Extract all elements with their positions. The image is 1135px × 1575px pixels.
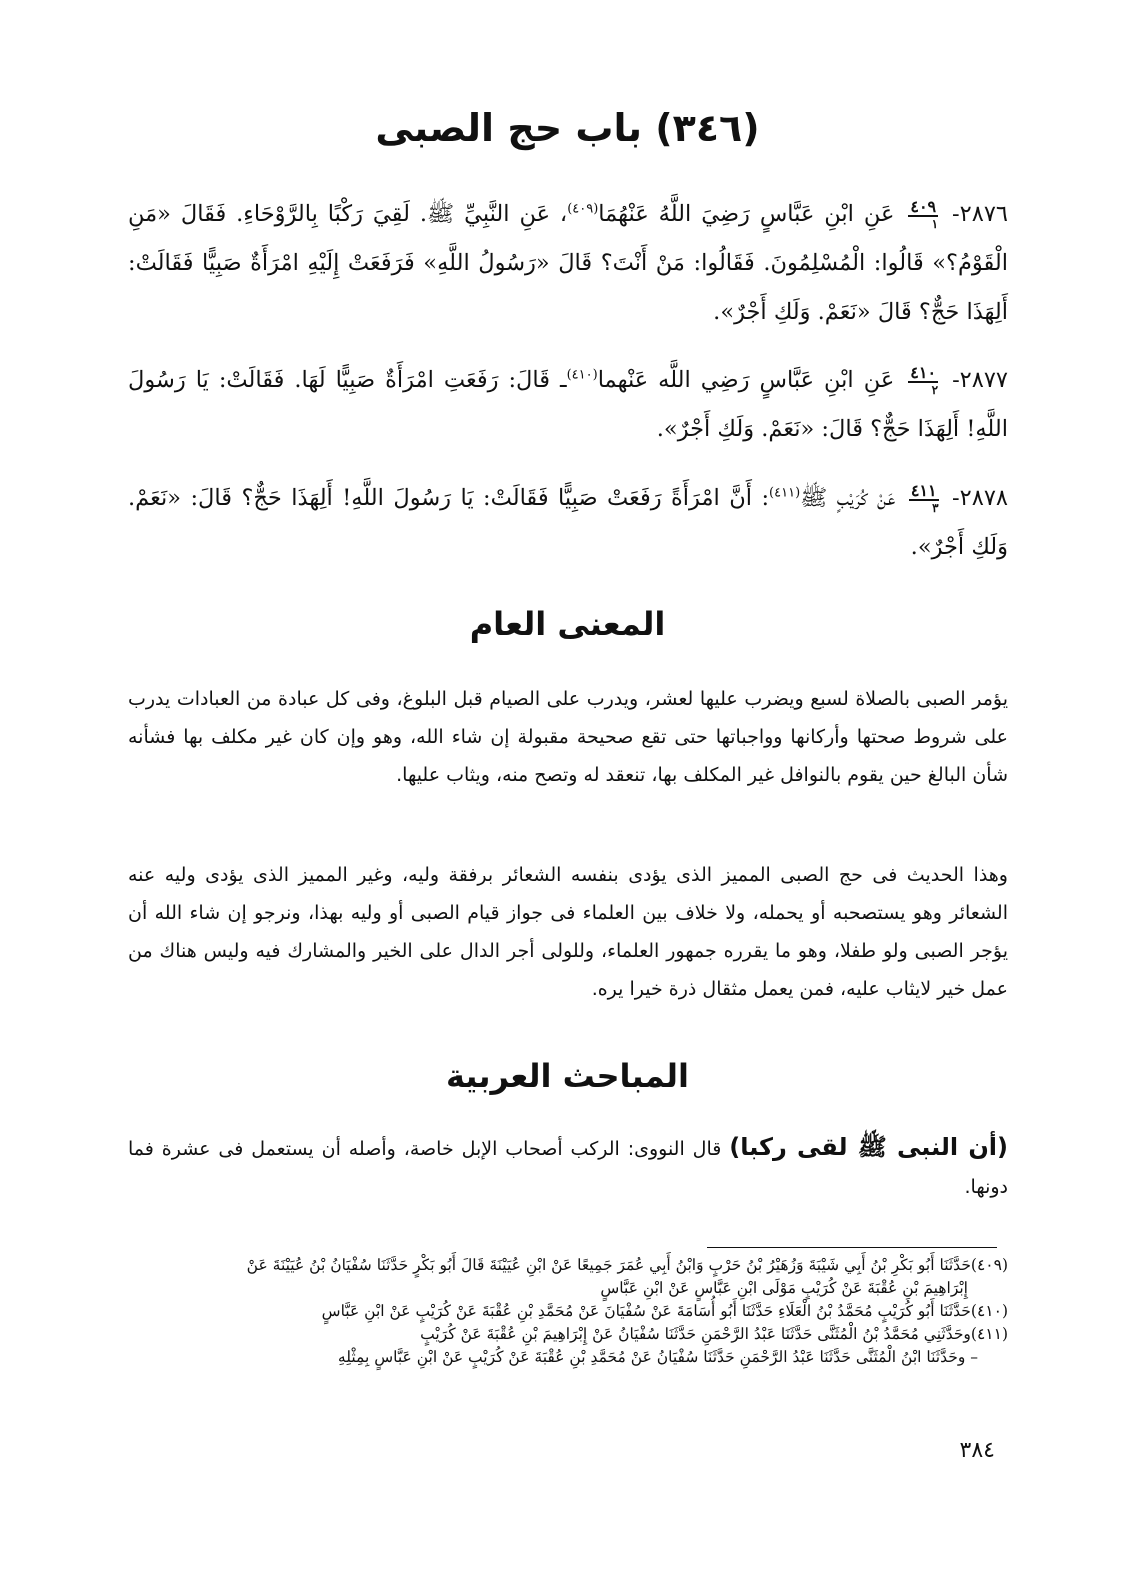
footnote-ref-410[interactable]: (٤١٠) [566, 367, 598, 383]
hadith-2877 [128, 356, 1008, 454]
chapter-title: (٣٤٦) باب حج الصبى [375, 106, 760, 150]
footnote-410: (٤١٠)حَدَّثَنَا أَبُو كُرَيْبٍ مُحَمَّدُ بْنُ الْعَلَاءِ حَدَّثَنَا أَبُو أُسَامَةَ عَنْ سُفْيَانَ عَنْ مُحَمَّدِ بْنِ عُقْبَةَ عَنْ كُرَيْبٍ عَنْ ابْنِ عَبَّاسٍ [321, 1302, 1008, 1320]
hadith-text: ، عَنِ النَّبِيِّ ﷺ. لَقِيَ رَكْبًا بِالرَّوْحَاءِ. فَقَالَ «مَنِ الْقَوْمُ؟» قَالُوا: الْمُسْلِمُونَ. فَقَالُوا: مَنْ أَنْتَ؟ قَالَ «رَسُولُ اللَّهِ» فَرَفَعَتْ إِلَيْهِ امْرَأَةٌ صَبِيًّا فَقَالَتْ: أَلِهَذَا حَجٌّ؟ قَالَ «نَعَمْ. وَلَكِ أَجْرٌ». [128, 201, 1008, 325]
sub-number: ٤٠٩ ١ [910, 197, 939, 231]
hadith-2878 [128, 474, 1008, 572]
commentary-text: قال النووى: الركب أصحاب الإبل خاصة، وأصله أن يستعمل فى عشرة فما دونها. [128, 1138, 1008, 1198]
footnote-ref-411[interactable]: (٤١١) [769, 485, 801, 501]
meaning-paragraph-1: يؤمر الصبى بالصلاة لسبع ويضرب عليها لعشر، ويدرب على الصيام قبل البلوغ، وفى كل عبادة من العبادات يدرب على شروط صحتها وأركانها وواجباتها حتى تقع صحيحة مقبولة إن شاء الله، وهو وإن كان غير مكلف بها فشأنه شأن البالغ حين يقوم بالنوافل غير المكلف بها، تنعقد له وتصح منه، ويثاب عليها. [128, 688, 1008, 786]
hadith-2876 [128, 190, 1008, 337]
footnote-409: (٤٠٩)حَدَّثَنَا أَبُو بَكْرِ بْنُ أَبِي شَيْبَةَ وَزُهَيْرُ بْنُ حَرْبٍ وَابْنُ أَبِي عُمَرَ جَمِيعًا عَنْ ابْنِ عُيَيْنَةَ قَالَ أَبُو بَكْرٍ حَدَّثَنَا سُفْيَانُ بْنُ عُيَيْنَةَ عَنْ [246, 1256, 1008, 1274]
footnote-divider [707, 1247, 997, 1248]
sub-number: ٤١٠ ٢ [910, 363, 939, 397]
quoted-phrase: (أن النبى ﷺ لقى ركبا) [729, 1133, 1008, 1161]
meaning-paragraph-2: وهذا الحديث فى حج الصبى المميز الذى يؤدى بنفسه الشعائر برفقة وليه، وغير المميز الذى يؤدى وليه عنه الشعائر وهو يستصحبه أو يحمله، ولا خلاف بين العلماء فى جواز قيام الصبى أو وليه بهذا، ونرجو إن شاء الله أن يؤجر الصبى ولو طفلا، وهو ما يقرره جمهور العلماء، وللولى أجر الدال على الخير والمشارك فيه وليس هناك من عمل خير لايثاب عليه، فمن يعمل مثقال ذرة خيرا يره. [128, 864, 1008, 1000]
sub-number: ٤١١ ٣ [910, 481, 939, 515]
footnote-ref-409[interactable]: (٤٠٩) [567, 201, 599, 217]
hadith-number: ٢٨٧٧- [952, 367, 1009, 393]
page-number: ٣٨٤ [959, 1438, 995, 1463]
footnotes [128, 1254, 1008, 1369]
footnote-411: (٤١١)وحَدَّثَنِي مُحَمَّدُ بْنُ الْمُثَنَّى حَدَّثَنَا عَبْدُ الرَّحْمَنِ حَدَّثَنَا سُفْيَانُ عَنْ إِبْرَاهِيمَ بْنِ عُقْبَةَ عَنْ كُرَيْبٍ [420, 1325, 1008, 1343]
hadith-text: ـ قَالَ: رَفَعَتِ امْرَأَةٌ صَبِيًّا لَهَا. فَقَالَتْ: يَا رَسُولَ اللَّهِ! أَلِهَذَا حَجٌّ؟ قَالَ: «نَعَمْ. وَلَكِ أَجْرٌ». [128, 367, 1008, 442]
hadith-text: عَنِ ابْنِ عَبَّاسٍ رَضِي اللَّه عَنْهما [597, 367, 895, 393]
hadith-text: عَنِ ابْنِ عَبَّاسٍ رَضِيَ اللَّهُ عَنْهُمَا [598, 201, 895, 227]
footnote-409-continued: إِبْرَاهِيمَ بْنِ عُقْبَةَ عَنْ كُرَيْبٍ مَوْلَى ابْنِ عَبَّاسٍ عَنْ ابْنِ عَبَّاسٍ [600, 1279, 968, 1297]
arabic-studies-paragraph [128, 1128, 1008, 1206]
hadith-text: عَنْ كُرَيْبٍ ﷺ [800, 485, 896, 511]
footnote-411-continued: – وحَدَّثَنَا ابْنُ الْمُثَنَّى حَدَّثَنَا عَبْدُ الرَّحْمَنِ حَدَّثَنَا سُفْيَانُ عَنْ مُحَمَّدِ بْنِ عُقْبَةَ عَنْ كُرَيْبٍ عَنْ ابْنِ عَبَّاسٍ بِمِثْلِهِ [337, 1348, 978, 1366]
hadith-number: ٢٨٧٦- [952, 201, 1008, 227]
section-title-arabic-studies: المباحث العربية [445, 1057, 690, 1095]
section-title-general-meaning: المعنى العام [469, 605, 666, 643]
hadith-text: : أَنَّ امْرَأَةً رَفَعَتْ صَبِيًّا فَقَالَتْ: يَا رَسُولَ اللَّهِ! أَلِهَذَا حَجٌّ؟ قَالَ: «نَعَمْ. وَلَكِ أَجْرٌ». [128, 485, 1008, 560]
hadith-number: ٢٨٧٨- [952, 485, 1008, 511]
